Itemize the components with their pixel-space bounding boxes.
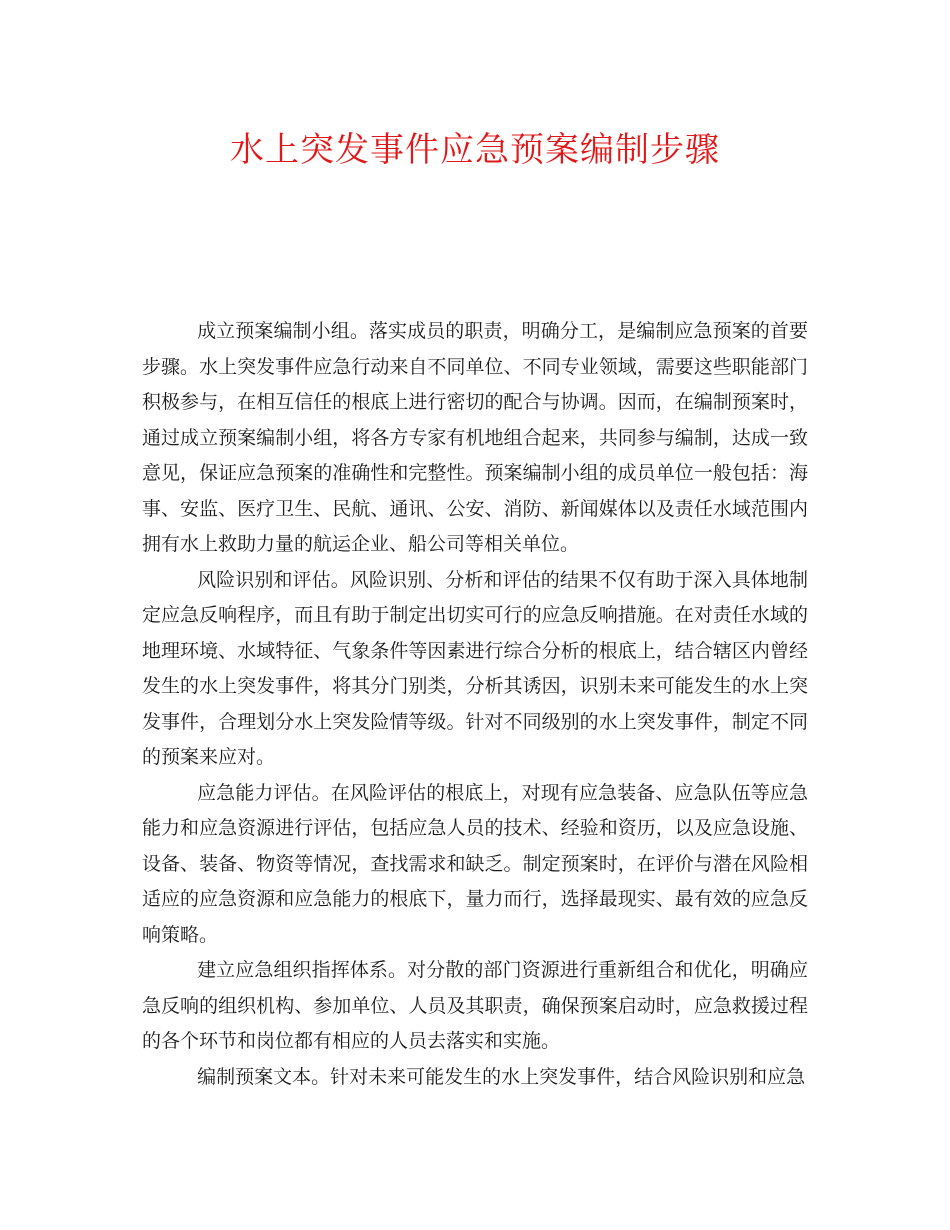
paragraph-capability: 应急能力评估。在风险评估的根底上，对现有应急装备、应急队伍等应急能力和应急资源进行评估，包括应急人员的技术、经验和资历，以及应急设施、设备、装备、物资等情况，查找需求和缺乏。制定预案时，在评价与潜在风险相适应的应急资源和应急能力的根底下，量力而行，选择最现实、最有效的应急反响策略。: [142, 781, 808, 946]
paragraph-command-system: 建立应急组织指挥体系。对分散的部门资源进行重新组合和优化，明确应急反响的组织机构、参加单位、人员及其职责，确保预案启动时，应急救援过程的各个环节和岗位都有相应的人员去落实和实施。: [142, 959, 808, 1052]
paragraph-risk: 风险识别和评估。风险识别、分析和评估的结果不仅有助于深入具体地制定应急反响程序，而且有助于制定出切实可行的应急反响措施。在对责任水域的地理环境、水域特征、气象条件等因素进行综合分析的根底上，结合辖区内曾经发生的水上突发事件，将其分门别类，分析其诱因，识别未来可能发生的水上突发事件，合理划分水上突发险情等级。针对不同级别的水上突发事件，制定不同的预案来应对。: [142, 568, 808, 768]
document-title: 水上突发事件应急预案编制步骤: [230, 130, 720, 170]
paragraph-team: 成立预案编制小组。落实成员的职责，明确分工，是编制应急预案的首要步骤。水上突发事件应急行动来自不同单位、不同专业领域，需要这些职能部门积极参与，在相互信任的根底上进行密切的配合与协调。因而，在编制预案时，通过成立预案编制小组，将各方专家有机地组合起来，共同参与编制，达成一致意见，保证应急预案的准确性和完整性。预案编制小组的成员单位一般包括：海事、安监、医疗卫生、民航、通讯、公安、消防、新闻媒体以及责任水域范围内拥有水上救助力量的航运企业、船公司等相关单位。: [142, 320, 808, 555]
paragraph-drafting: 编制预案文本。针对未来可能发生的水上突发事件，结合风险识别和应急: [197, 1065, 806, 1088]
document-body: [142, 314, 808, 1095]
